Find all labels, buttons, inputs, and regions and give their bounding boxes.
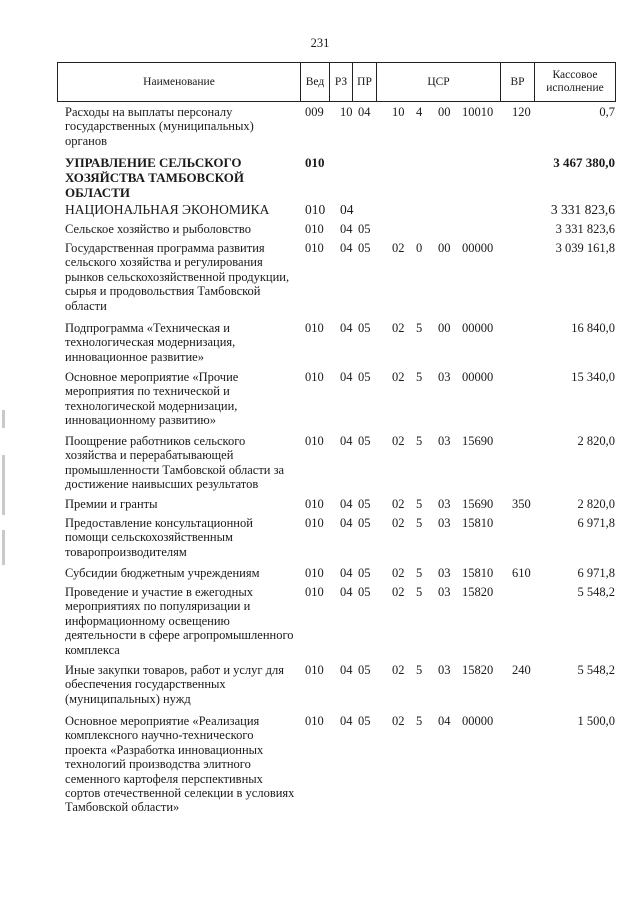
row-sum: 5 548,2 — [577, 585, 615, 599]
csr-subprogram: 5 — [416, 585, 423, 599]
row-sum: 6 971,8 — [577, 516, 615, 530]
rz-code: 04 — [340, 434, 353, 448]
csr-direction: 10010 — [462, 105, 494, 119]
csr-direction: 15820 — [462, 663, 494, 677]
row-sum: 5 548,2 — [577, 663, 615, 677]
row-sum: 2 820,0 — [577, 434, 615, 448]
row-name: Поощрение работников сельского хозяйства и перерабатывающей промышленности Тамбовской области за достижение наивысших результатов — [65, 434, 285, 492]
csr-event: 00 — [438, 241, 451, 255]
pr-code: 05 — [358, 370, 371, 384]
vr-code: 240 — [512, 663, 531, 677]
row-sum: 0,7 — [599, 105, 615, 119]
rz-code: 04 — [340, 714, 353, 728]
rz-code: 04 — [340, 516, 353, 530]
csr-subprogram: 5 — [416, 497, 423, 511]
csr-direction: 15810 — [462, 516, 494, 530]
pr-code: 04 — [358, 105, 371, 119]
csr-direction: 15690 — [462, 497, 494, 511]
pr-code: 05 — [358, 497, 371, 511]
csr-subprogram: 4 — [416, 105, 423, 119]
rz-code: 10 — [340, 105, 353, 119]
rz-code: 04 — [340, 321, 353, 335]
csr-program: 02 — [392, 241, 405, 255]
csr-program: 02 — [392, 663, 405, 677]
row-sum: 16 840,0 — [571, 321, 615, 335]
csr-program: 02 — [392, 434, 405, 448]
csr-event: 03 — [438, 663, 451, 677]
ved-code: 010 — [305, 434, 324, 448]
row-sum: 6 971,8 — [577, 566, 615, 580]
vr-code: 120 — [512, 105, 531, 119]
header-csr: ЦСР — [377, 63, 501, 101]
rz-code: 04 — [340, 566, 353, 580]
row-name: Основное мероприятие «Реализация комплексного научно-технического проекта «Разработка инновационных технологий производства элитного семенного картофеля перспективных сортов отечественной селекции в условиях Тамбовской области» — [65, 714, 295, 815]
ved-code: 010 — [305, 566, 324, 580]
row-sum: 1 500,0 — [577, 714, 615, 728]
header-vr: ВР — [501, 63, 535, 101]
row-sum: 2 820,0 — [577, 497, 615, 511]
csr-program: 02 — [392, 516, 405, 530]
csr-event: 00 — [438, 321, 451, 335]
rz-code: 04 — [340, 585, 353, 599]
row-sum: 3 467 380,0 — [553, 155, 615, 170]
row-name: Предоставление консультационной помощи сельскохозяйственным товаропроизводителям — [65, 516, 253, 559]
header-pr: ПР — [353, 63, 377, 101]
row-sum: 3 039 161,8 — [555, 241, 615, 255]
csr-program: 02 — [392, 566, 405, 580]
row-name: Подпрограмма «Техническая и технологическая модернизация, инновационное развитие» — [65, 321, 236, 364]
csr-event: 00 — [438, 105, 451, 119]
pr-code: 05 — [358, 241, 371, 255]
pr-code: 05 — [358, 714, 371, 728]
ved-code: 009 — [305, 105, 324, 119]
row-name: Государственная программа развития сельского хозяйства и регулирования рынков сельскохозяйственной продукции, сырья и продовольствия Тамбовской области — [65, 241, 290, 313]
row-name: Субсидии бюджетным учреждениям — [65, 566, 260, 580]
csr-direction: 15810 — [462, 566, 494, 580]
vr-code: 350 — [512, 497, 531, 511]
pr-code: 05 — [358, 663, 371, 677]
csr-program: 02 — [392, 370, 405, 384]
csr-subprogram: 5 — [416, 321, 423, 335]
rz-code: 04 — [340, 370, 353, 384]
pr-code: 05 — [358, 516, 371, 530]
ved-code: 010 — [305, 585, 324, 599]
scan-margin-mark — [2, 410, 5, 428]
rz-code: 04 — [340, 241, 353, 255]
pr-code: 05 — [358, 321, 371, 335]
csr-event: 03 — [438, 370, 451, 384]
ved-code: 010 — [305, 222, 324, 236]
header-rz: РЗ — [330, 63, 353, 101]
row-sum: 3 331 823,6 — [550, 202, 615, 217]
csr-event: 03 — [438, 516, 451, 530]
ved-code: 010 — [305, 155, 325, 170]
row-sum: 3 331 823,6 — [555, 222, 615, 236]
csr-program: 10 — [392, 105, 405, 119]
rz-code: 04 — [340, 202, 354, 217]
csr-program: 02 — [392, 585, 405, 599]
page-number: 231 — [310, 36, 330, 50]
csr-subprogram: 5 — [416, 714, 423, 728]
csr-subprogram: 0 — [416, 241, 423, 255]
rz-code: 04 — [340, 663, 353, 677]
pr-code: 05 — [358, 566, 371, 580]
csr-direction: 00000 — [462, 241, 494, 255]
csr-direction: 15690 — [462, 434, 494, 448]
table-header — [57, 62, 616, 102]
csr-subprogram: 5 — [416, 434, 423, 448]
csr-event: 04 — [438, 714, 451, 728]
row-name: Основное мероприятие «Прочие мероприятия по технической и технологической модернизации, инновационному развитию» — [65, 370, 239, 428]
rz-code: 04 — [340, 497, 353, 511]
row-name: Расходы на выплаты персоналу государственных (муниципальных) органов — [65, 105, 254, 148]
scan-margin-mark — [2, 530, 5, 565]
rz-code: 04 — [340, 222, 353, 236]
csr-event: 03 — [438, 566, 451, 580]
ved-code: 010 — [305, 202, 326, 217]
csr-subprogram: 5 — [416, 370, 423, 384]
csr-subprogram: 5 — [416, 566, 423, 580]
pr-code: 05 — [358, 434, 371, 448]
csr-direction: 15820 — [462, 585, 494, 599]
scan-margin-mark — [2, 455, 5, 515]
csr-event: 03 — [438, 497, 451, 511]
csr-program: 02 — [392, 714, 405, 728]
csr-direction: 00000 — [462, 370, 494, 384]
header-name: Наименование — [58, 63, 301, 101]
csr-event: 03 — [438, 585, 451, 599]
pr-code: 05 — [358, 585, 371, 599]
row-sum: 15 340,0 — [571, 370, 615, 384]
header-sum: Кассовое исполнение — [546, 69, 604, 94]
row-name: Проведение и участие в ежегодных мероприятиях по популяризации и информационному освещению деятельности в сфере агропромышленного комплекса — [65, 585, 294, 657]
vr-code: 610 — [512, 566, 531, 580]
row-name: НАЦИОНАЛЬНАЯ ЭКОНОМИКА — [65, 202, 270, 217]
csr-program: 02 — [392, 321, 405, 335]
row-name: Сельское хозяйство и рыболовство — [65, 222, 251, 236]
csr-direction: 00000 — [462, 321, 494, 335]
ved-code: 010 — [305, 321, 324, 335]
ved-code: 010 — [305, 497, 324, 511]
row-name: Иные закупки товаров, работ и услуг для обеспечения государственных (муниципальных) нужд — [65, 663, 285, 706]
csr-program: 02 — [392, 497, 405, 511]
ved-code: 010 — [305, 516, 324, 530]
csr-event: 03 — [438, 434, 451, 448]
ved-code: 010 — [305, 714, 324, 728]
csr-subprogram: 5 — [416, 516, 423, 530]
row-name: Премии и гранты — [65, 497, 158, 511]
csr-subprogram: 5 — [416, 663, 423, 677]
pr-code: 05 — [358, 222, 371, 236]
ved-code: 010 — [305, 663, 324, 677]
csr-direction: 00000 — [462, 714, 494, 728]
row-name: УПРАВЛЕНИЕ СЕЛЬСКОГО ХОЗЯЙСТВА ТАМБОВСКОЙ ОБЛАСТИ — [65, 155, 244, 200]
header-ved: Вед — [301, 63, 330, 101]
ved-code: 010 — [305, 241, 324, 255]
ved-code: 010 — [305, 370, 324, 384]
